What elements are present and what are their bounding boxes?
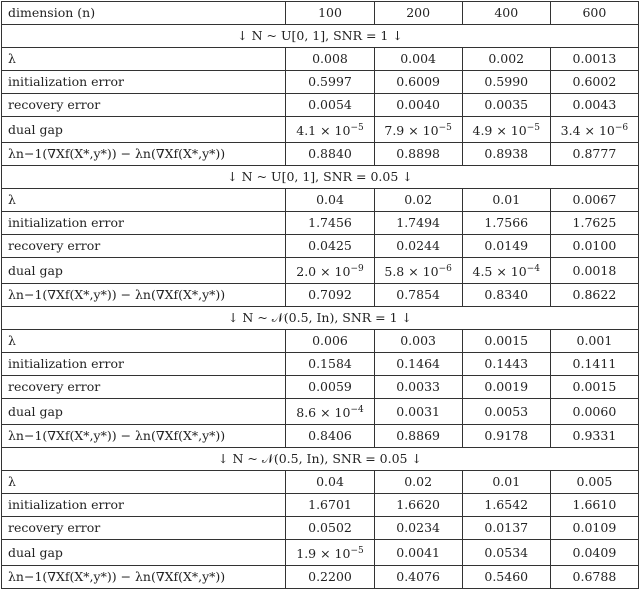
row-label: λn−1(∇Xf(X*,y*)) − λn(∇Xf(X*,y*)) xyxy=(2,284,286,307)
table-cell: 1.6620 xyxy=(374,494,462,517)
table-cell: 0.0031 xyxy=(374,399,462,425)
table-cell: 1.6542 xyxy=(462,494,550,517)
table-cell: $4.9 \times 10^{-5}$ xyxy=(462,117,550,143)
table-cell: 0.0013 xyxy=(550,48,638,71)
table-cell: 0.02 xyxy=(374,471,462,494)
initialization-error-row xyxy=(2,353,639,376)
section-header-row xyxy=(2,307,639,330)
table-cell: 0.005 xyxy=(550,471,638,494)
table-cell: 0.002 xyxy=(462,48,550,71)
table-cell: $4.1 \times 10^{-5}$ xyxy=(286,117,374,143)
table-cell: 1.6610 xyxy=(550,494,638,517)
table-cell: 0.04 xyxy=(286,189,374,212)
dual-gap-row xyxy=(2,117,639,143)
table-cell: 0.0060 xyxy=(550,399,638,425)
table-cell: 0.1443 xyxy=(462,353,550,376)
section-title: ↓ N ~ U[0, 1], SNR = 0.05 ↓ xyxy=(2,166,639,189)
initialization-error-row xyxy=(2,71,639,94)
table-cell: 0.6788 xyxy=(550,566,638,589)
table-cell: 0.9178 xyxy=(462,425,550,448)
table-cell: 0.01 xyxy=(462,471,550,494)
section-header-row xyxy=(2,25,639,48)
table-cell: 0.5997 xyxy=(286,71,374,94)
lambda-row xyxy=(2,189,639,212)
table-cell: 0.0035 xyxy=(462,94,550,117)
table-cell: 0.0234 xyxy=(374,517,462,540)
table-cell: $2.0 \times 10^{-9}$ xyxy=(286,258,374,284)
table-cell: 0.0425 xyxy=(286,235,374,258)
table-cell: 1.7566 xyxy=(462,212,550,235)
table-cell: 0.8938 xyxy=(462,143,550,166)
table-cell: 0.8406 xyxy=(286,425,374,448)
table-cell: 0.2200 xyxy=(286,566,374,589)
row-label: dual gap xyxy=(2,117,286,143)
row-label: dual gap xyxy=(2,399,286,425)
initialization-error-row xyxy=(2,212,639,235)
table-cell: 0.7854 xyxy=(374,284,462,307)
table-cell: $1.9 \times 10^{-5}$ xyxy=(286,540,374,566)
section-header-row xyxy=(2,166,639,189)
table-cell: 0.001 xyxy=(550,330,638,353)
table-cell: $8.6 \times 10^{-4}$ xyxy=(286,399,374,425)
table-cell: 0.0109 xyxy=(550,517,638,540)
recovery-error-row xyxy=(2,376,639,399)
table-cell: 0.8898 xyxy=(374,143,462,166)
dual-gap-row xyxy=(2,399,639,425)
lambda-row xyxy=(2,471,639,494)
table-cell: 0.5460 xyxy=(462,566,550,589)
eigengap-row xyxy=(2,284,639,307)
table-cell: 0.4076 xyxy=(374,566,462,589)
table-cell: 0.0502 xyxy=(286,517,374,540)
table-cell: 0.003 xyxy=(374,330,462,353)
row-label: λn−1(∇Xf(X*,y*)) − λn(∇Xf(X*,y*)) xyxy=(2,425,286,448)
table-cell: 0.0041 xyxy=(374,540,462,566)
row-label: recovery error xyxy=(2,376,286,399)
row-label: λ xyxy=(2,189,286,212)
section-title: ↓ N ~ 𝒩(0.5, In), SNR = 0.05 ↓ xyxy=(2,448,639,471)
table-cell: 0.0054 xyxy=(286,94,374,117)
table-cell: 0.01 xyxy=(462,189,550,212)
table-cell: 0.1411 xyxy=(550,353,638,376)
table-cell: 0.004 xyxy=(374,48,462,71)
row-label: λn−1(∇Xf(X*,y*)) − λn(∇Xf(X*,y*)) xyxy=(2,566,286,589)
table-cell: 0.0059 xyxy=(286,376,374,399)
header-dim-100: 100 xyxy=(286,2,374,25)
table-cell: 0.8777 xyxy=(550,143,638,166)
initialization-error-row xyxy=(2,494,639,517)
results-table xyxy=(1,1,639,589)
eigengap-row xyxy=(2,143,639,166)
section-header-row xyxy=(2,448,639,471)
table-cell: 0.0018 xyxy=(550,258,638,284)
table-cell: 1.6701 xyxy=(286,494,374,517)
table-cell: 0.7092 xyxy=(286,284,374,307)
table-cell: 0.0043 xyxy=(550,94,638,117)
row-label: λ xyxy=(2,471,286,494)
table-cell: 0.0137 xyxy=(462,517,550,540)
header-dim-200: 200 xyxy=(374,2,462,25)
row-label: recovery error xyxy=(2,94,286,117)
table-cell: 0.008 xyxy=(286,48,374,71)
table-cell: 0.0015 xyxy=(550,376,638,399)
header-dim-600: 600 xyxy=(550,2,638,25)
row-label: recovery error xyxy=(2,235,286,258)
table-cell: 0.0534 xyxy=(462,540,550,566)
table-cell: 0.04 xyxy=(286,471,374,494)
table-cell: 1.7456 xyxy=(286,212,374,235)
table-cell: 0.0015 xyxy=(462,330,550,353)
table-cell: 1.7494 xyxy=(374,212,462,235)
table-cell: 0.0244 xyxy=(374,235,462,258)
table-cell: 0.0033 xyxy=(374,376,462,399)
table-cell: 0.0053 xyxy=(462,399,550,425)
row-label: initialization error xyxy=(2,494,286,517)
recovery-error-row xyxy=(2,517,639,540)
table-cell: 0.0149 xyxy=(462,235,550,258)
table-cell: 0.0040 xyxy=(374,94,462,117)
header-row xyxy=(2,2,639,25)
row-label: dual gap xyxy=(2,258,286,284)
section-title: ↓ N ~ U[0, 1], SNR = 1 ↓ xyxy=(2,25,639,48)
table-cell: 0.0019 xyxy=(462,376,550,399)
section-title: ↓ N ~ 𝒩(0.5, In), SNR = 1 ↓ xyxy=(2,307,639,330)
table-cell: 0.9331 xyxy=(550,425,638,448)
table-cell: 0.8622 xyxy=(550,284,638,307)
table-cell: 0.1584 xyxy=(286,353,374,376)
row-label: recovery error xyxy=(2,517,286,540)
table-cell: $4.5 \times 10^{-4}$ xyxy=(462,258,550,284)
row-label: dual gap xyxy=(2,540,286,566)
table-cell: 0.0100 xyxy=(550,235,638,258)
table-cell: 0.6009 xyxy=(374,71,462,94)
table-cell: 0.8869 xyxy=(374,425,462,448)
dual-gap-row xyxy=(2,540,639,566)
table-cell: $7.9 \times 10^{-5}$ xyxy=(374,117,462,143)
dual-gap-row xyxy=(2,258,639,284)
lambda-row xyxy=(2,330,639,353)
table-cell: 0.6002 xyxy=(550,71,638,94)
table-cell: 0.5990 xyxy=(462,71,550,94)
row-label: initialization error xyxy=(2,353,286,376)
eigengap-row xyxy=(2,566,639,589)
row-label: λ xyxy=(2,330,286,353)
recovery-error-row xyxy=(2,235,639,258)
row-label: initialization error xyxy=(2,71,286,94)
table-cell: $5.8 \times 10^{-6}$ xyxy=(374,258,462,284)
table-cell: 0.1464 xyxy=(374,353,462,376)
table-cell: 0.0409 xyxy=(550,540,638,566)
lambda-row xyxy=(2,48,639,71)
recovery-error-row xyxy=(2,94,639,117)
table-cell: 1.7625 xyxy=(550,212,638,235)
table-cell: 0.02 xyxy=(374,189,462,212)
eigengap-row xyxy=(2,425,639,448)
table-cell: 0.8840 xyxy=(286,143,374,166)
row-label: λ xyxy=(2,48,286,71)
header-dim-400: 400 xyxy=(462,2,550,25)
table-cell: $3.4 \times 10^{-6}$ xyxy=(550,117,638,143)
row-label: λn−1(∇Xf(X*,y*)) − λn(∇Xf(X*,y*)) xyxy=(2,143,286,166)
row-label: initialization error xyxy=(2,212,286,235)
header-dimension-label: dimension (n) xyxy=(2,2,286,25)
table-cell: 0.8340 xyxy=(462,284,550,307)
table-cell: 0.0067 xyxy=(550,189,638,212)
table-cell: 0.006 xyxy=(286,330,374,353)
